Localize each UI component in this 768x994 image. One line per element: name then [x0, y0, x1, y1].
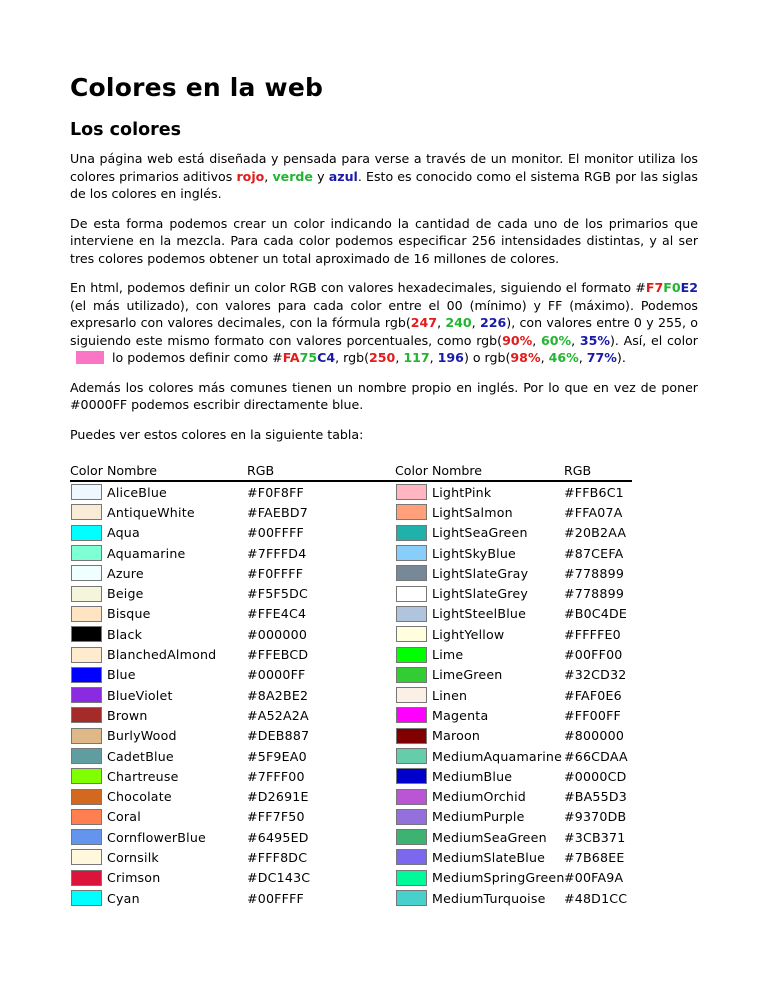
- header-rgb: RGB: [564, 459, 632, 481]
- example-dec-green: 117: [403, 350, 430, 365]
- text: . Esto es conocido como el sistema RGB por las siglas de los colores en inglés.: [70, 168, 698, 201]
- swatch-cell: [70, 868, 107, 888]
- color-swatch: [71, 525, 102, 541]
- text: ).: [616, 350, 626, 365]
- color-swatch: [71, 890, 102, 906]
- table-header-row: [70, 459, 632, 481]
- color-hex: #F0F8FF: [247, 484, 304, 500]
- color-name: MediumTurquoise: [432, 890, 546, 906]
- color-name: BlueViolet: [107, 687, 173, 703]
- color-name: BurlyWood: [107, 728, 177, 744]
- text: (el más utilizado), con valores para cada color entre el 00 (mínimo) y FF (máximo). Podemos expresarlo con valores decimales, con la fórmula rgb(: [70, 297, 698, 330]
- color-swatch: [396, 748, 427, 764]
- color-swatch: [71, 545, 102, 561]
- color-table: [70, 459, 632, 908]
- swatch-cell: [395, 868, 432, 888]
- color-hex: #7FFF00: [247, 768, 305, 784]
- swatch-cell: [395, 583, 432, 603]
- table-row: [70, 888, 632, 908]
- color-hex: #FAF0E6: [564, 687, 622, 703]
- color-name: Bisque: [107, 606, 151, 622]
- swatch-cell: [395, 847, 432, 867]
- example-hex-green: 75: [299, 350, 318, 365]
- table-row: [70, 481, 632, 502]
- color-swatch: [71, 687, 102, 703]
- color-name: LightSteelBlue: [432, 606, 527, 622]
- table-row: [70, 644, 632, 664]
- color-name: AliceBlue: [107, 484, 167, 500]
- swatch-cell: [70, 847, 107, 867]
- swatch-cell: [395, 746, 432, 766]
- color-name: Blue: [107, 667, 136, 683]
- color-hex: #FFE4C4: [247, 606, 307, 622]
- color-name: Aquamarine: [107, 545, 186, 561]
- color-name: Linen: [432, 687, 468, 703]
- header-rgb: RGB: [247, 459, 395, 481]
- color-hex: #FFA07A: [564, 504, 623, 520]
- text: ), con valores entre 0 y 255, o siguiendo este mismo formato con valores porcentuales, como rgb(: [70, 315, 698, 348]
- color-hex: #9370DB: [564, 809, 627, 825]
- color-hex: #3CB371: [564, 829, 626, 845]
- dec-red: 247: [410, 315, 438, 330]
- table-row: [70, 604, 632, 624]
- color-name: LightSeaGreen: [432, 525, 528, 541]
- color-hex: #000000: [247, 626, 308, 642]
- example-pct-red: 98%: [510, 350, 541, 365]
- swatch-cell: [395, 665, 432, 685]
- swatch-cell: [395, 502, 432, 522]
- swatch-cell: [70, 786, 107, 806]
- word-azul: azul: [328, 168, 358, 184]
- color-name: Chartreuse: [107, 768, 179, 784]
- example-pct-green: 46%: [548, 350, 579, 365]
- color-name: Lime: [432, 647, 464, 663]
- color-swatch: [396, 606, 427, 622]
- swatch-cell: [70, 481, 107, 502]
- text: En html, podemos definir un color RGB con valores hexadecimales, siguiendo el formato #: [70, 280, 646, 295]
- color-hex: #FFFFE0: [564, 626, 621, 642]
- color-hex: #48D1CC: [564, 890, 628, 906]
- color-swatch: [71, 748, 102, 764]
- table-row: [70, 502, 632, 522]
- swatch-cell: [395, 827, 432, 847]
- example-dec-blue: 196: [437, 350, 464, 365]
- color-name: Azure: [107, 565, 144, 581]
- color-swatch: [71, 870, 102, 886]
- color-hex: #778899: [564, 565, 625, 581]
- color-swatch: [396, 707, 427, 723]
- swatch-cell: [395, 766, 432, 786]
- table-row: [70, 746, 632, 766]
- color-hex: #778899: [564, 586, 625, 602]
- color-swatch: [71, 565, 102, 581]
- table-row: [70, 665, 632, 685]
- color-name: Black: [107, 626, 143, 642]
- color-hex: #BA55D3: [564, 789, 627, 805]
- color-hex: #F5F5DC: [247, 586, 308, 602]
- text: ) o rgb(: [463, 350, 511, 365]
- swatch-cell: [70, 543, 107, 563]
- color-swatch: [396, 545, 427, 561]
- swatch-cell: [395, 624, 432, 644]
- swatch-cell: [395, 543, 432, 563]
- color-hex: #7B68EE: [564, 849, 625, 865]
- hex-blue: E2: [680, 280, 698, 295]
- color-hex: #32CD32: [564, 667, 627, 683]
- swatch-cell: [395, 807, 432, 827]
- color-hex: #B0C4DE: [564, 606, 628, 622]
- word-rojo: rojo: [236, 168, 265, 184]
- color-name: MediumSpringGreen: [432, 870, 565, 886]
- table-row: [70, 705, 632, 725]
- color-hex: #0000FF: [247, 667, 306, 683]
- color-name: Magenta: [432, 707, 489, 723]
- color-hex: #A52A2A: [247, 707, 309, 723]
- swatch-cell: [395, 481, 432, 502]
- color-swatch: [71, 626, 102, 642]
- color-name: LightSkyBlue: [432, 545, 516, 561]
- color-swatch: [396, 890, 427, 906]
- paragraph-table-intro: Puedes ver estos colores en la siguiente tabla:: [70, 426, 364, 442]
- color-name: AntiqueWhite: [107, 504, 195, 520]
- text: , rgb(: [335, 350, 370, 365]
- dec-green: 240: [445, 315, 472, 330]
- hex-green: F0: [663, 280, 681, 295]
- color-name: MediumSlateBlue: [432, 849, 546, 865]
- example-hex-red: FA: [282, 350, 300, 365]
- color-hex: #0000CD: [564, 768, 627, 784]
- table-row: [70, 563, 632, 583]
- paragraph-named-colors: Además los colores más comunes tienen un nombre propio en inglés. Por lo que en vez de poner #0000FF podemos escribir directamente blue.: [70, 379, 698, 412]
- text: ). Así, el color: [609, 332, 698, 348]
- text: Una página web está diseñada y pensada para verse a través de un monitor. El monitor utiliza los colores primarios aditivos: [70, 151, 698, 184]
- color-swatch: [396, 687, 427, 703]
- color-hex: #FF7F50: [247, 809, 305, 825]
- color-swatch: [71, 728, 102, 744]
- color-swatch: [71, 647, 102, 663]
- swatch-cell: [395, 786, 432, 806]
- color-swatch: [71, 667, 102, 683]
- color-swatch: [71, 484, 102, 500]
- color-swatch: [396, 504, 427, 520]
- swatch-cell: [70, 624, 107, 644]
- text: y: [312, 168, 329, 184]
- color-name: MediumSeaGreen: [432, 829, 547, 845]
- color-swatch: [396, 565, 427, 581]
- swatch-cell: [70, 766, 107, 786]
- table-row: [70, 583, 632, 603]
- color-swatch: [71, 586, 102, 602]
- table-row: [70, 523, 632, 543]
- color-name: MediumOrchid: [432, 789, 526, 805]
- color-hex: #FFF8DC: [247, 849, 308, 865]
- color-hex: #7FFFD4: [247, 545, 307, 561]
- color-hex: #800000: [564, 728, 625, 744]
- color-name: MediumPurple: [432, 809, 525, 825]
- color-hex: #FFB6C1: [564, 484, 624, 500]
- paragraph-rgb-formats: En html, podemos definir un color RGB con valores hexadecimales, siguiendo el formato #F7F0E2 (el más utilizado), con valores para cada color entre el 00 (mínimo) y FF (máximo). Podemos expresarlo con valores decimales, con la fórmula rgb(247, 240, 226), con valores entre 0 y 255, o siguiendo este mismo formato con valores porcentuales, como rgb(90%, 60%, 35%). Así, el colorlo podemos definir como #FA75C4, rgb(250, 117, 196) o rgb(98%, 46%, 77%).: [70, 280, 698, 365]
- word-verde: verde: [272, 168, 313, 184]
- color-swatch: [71, 849, 102, 865]
- color-hex: #00FA9A: [564, 870, 624, 886]
- pct-red: 90%: [502, 332, 533, 348]
- color-swatch: [71, 768, 102, 784]
- table-row: [70, 543, 632, 563]
- swatch-cell: [70, 644, 107, 664]
- table-row: [70, 624, 632, 644]
- color-swatch: [396, 870, 427, 886]
- color-name: Aqua: [107, 525, 140, 541]
- example-pct-blue: 77%: [586, 350, 617, 365]
- swatch-cell: [395, 685, 432, 705]
- paragraph-intro: [70, 150, 698, 203]
- color-name: Beige: [107, 586, 144, 602]
- color-name: LightYellow: [432, 626, 505, 642]
- color-swatch: [396, 768, 427, 784]
- example-hex-blue: C4: [317, 350, 336, 365]
- color-swatch: [396, 829, 427, 845]
- color-name: BlanchedAlmond: [107, 647, 217, 663]
- color-swatch: [396, 849, 427, 865]
- swatch-cell: [395, 644, 432, 664]
- color-swatch: [396, 728, 427, 744]
- color-swatch: [396, 809, 427, 825]
- header-color: Color: [70, 459, 107, 481]
- example-color-swatch: [76, 351, 104, 364]
- table-row: [70, 847, 632, 867]
- color-hex: #20B2AA: [564, 525, 627, 541]
- swatch-cell: [395, 726, 432, 746]
- color-hex: #DC143C: [247, 870, 311, 886]
- swatch-cell: [70, 807, 107, 827]
- color-swatch: [71, 789, 102, 805]
- color-hex: #FAEBD7: [247, 504, 308, 520]
- color-swatch: [396, 647, 427, 663]
- color-name: LightSlateGray: [432, 565, 529, 581]
- color-name: LimeGreen: [432, 667, 503, 683]
- color-name: Maroon: [432, 728, 481, 744]
- table-row: [70, 827, 632, 847]
- color-hex: #6495ED: [247, 829, 309, 845]
- color-swatch: [396, 525, 427, 541]
- header-name: Nombre: [107, 459, 247, 481]
- section-title: Los colores: [70, 120, 182, 140]
- color-name: MediumAquamarine: [432, 748, 563, 764]
- swatch-cell: [395, 705, 432, 725]
- color-hex: #00FF00: [564, 647, 623, 663]
- swatch-cell: [395, 888, 432, 908]
- text: ,: [264, 168, 273, 184]
- swatch-cell: [70, 665, 107, 685]
- color-hex: #D2691E: [247, 789, 309, 805]
- color-swatch: [71, 707, 102, 723]
- color-name: CadetBlue: [107, 748, 174, 764]
- color-name: MediumBlue: [432, 768, 513, 784]
- color-swatch: [71, 504, 102, 520]
- header-name: Nombre: [432, 459, 564, 481]
- color-hex: #66CDAA: [564, 748, 628, 764]
- color-name: Cornsilk: [107, 849, 159, 865]
- color-swatch: [71, 829, 102, 845]
- color-hex: #00FFFF: [247, 890, 304, 906]
- swatch-cell: [395, 523, 432, 543]
- dec-blue: 226: [479, 315, 507, 330]
- swatch-cell: [70, 827, 107, 847]
- color-name: Crimson: [107, 870, 161, 886]
- table-row: [70, 786, 632, 806]
- color-hex: #FFEBCD: [247, 647, 309, 663]
- swatch-cell: [70, 746, 107, 766]
- color-name: Chocolate: [107, 789, 172, 805]
- hex-red: F7: [645, 280, 664, 295]
- text: lo podemos definir como #: [112, 350, 283, 365]
- swatch-cell: [70, 888, 107, 908]
- swatch-cell: [70, 563, 107, 583]
- swatch-cell: [70, 726, 107, 746]
- pct-blue: 35%: [579, 332, 610, 348]
- color-hex: #5F9EA0: [247, 748, 307, 764]
- example-dec-red: 250: [369, 350, 396, 365]
- table-row: [70, 807, 632, 827]
- color-swatch: [396, 667, 427, 683]
- color-hex: #87CEFA: [564, 545, 624, 561]
- color-hex: #DEB887: [247, 728, 310, 744]
- color-name: LightSlateGrey: [432, 586, 528, 602]
- paragraph-intensities: De esta forma podemos crear un color indicando la cantidad de cada uno de los primarios que interviene en la mezcla. Para cada color podemos especificar 256 intensidades distintas, y al ser tres colores podemos obtener un total aproximado de 16 millones de colores.: [70, 215, 698, 266]
- swatch-cell: [70, 502, 107, 522]
- color-swatch: [71, 809, 102, 825]
- color-name: LightSalmon: [432, 504, 513, 520]
- document-page: [70, 72, 698, 908]
- color-swatch: [71, 606, 102, 622]
- swatch-cell: [395, 563, 432, 583]
- swatch-cell: [70, 523, 107, 543]
- color-name: LightPink: [432, 484, 492, 500]
- color-swatch: [396, 789, 427, 805]
- color-name: Brown: [107, 707, 148, 723]
- table-row: [70, 868, 632, 888]
- header-color: Color: [395, 459, 432, 481]
- color-name: CornflowerBlue: [107, 829, 206, 845]
- swatch-cell: [395, 604, 432, 624]
- swatch-cell: [70, 604, 107, 624]
- color-hex: #F0FFFF: [247, 565, 304, 581]
- table-row: [70, 685, 632, 705]
- color-name: Cyan: [107, 890, 140, 906]
- table-row: [70, 726, 632, 746]
- page-title: Colores en la web: [70, 73, 324, 102]
- color-hex: #8A2BE2: [247, 687, 309, 703]
- table-row: [70, 766, 632, 786]
- swatch-cell: [70, 583, 107, 603]
- color-hex: #00FFFF: [247, 525, 304, 541]
- swatch-cell: [70, 705, 107, 725]
- color-swatch: [396, 626, 427, 642]
- pct-green: 60%: [540, 332, 572, 348]
- color-swatch: [396, 484, 427, 500]
- swatch-cell: [70, 685, 107, 705]
- color-name: Coral: [107, 809, 141, 825]
- color-hex: #FF00FF: [564, 707, 621, 723]
- color-swatch: [396, 586, 427, 602]
